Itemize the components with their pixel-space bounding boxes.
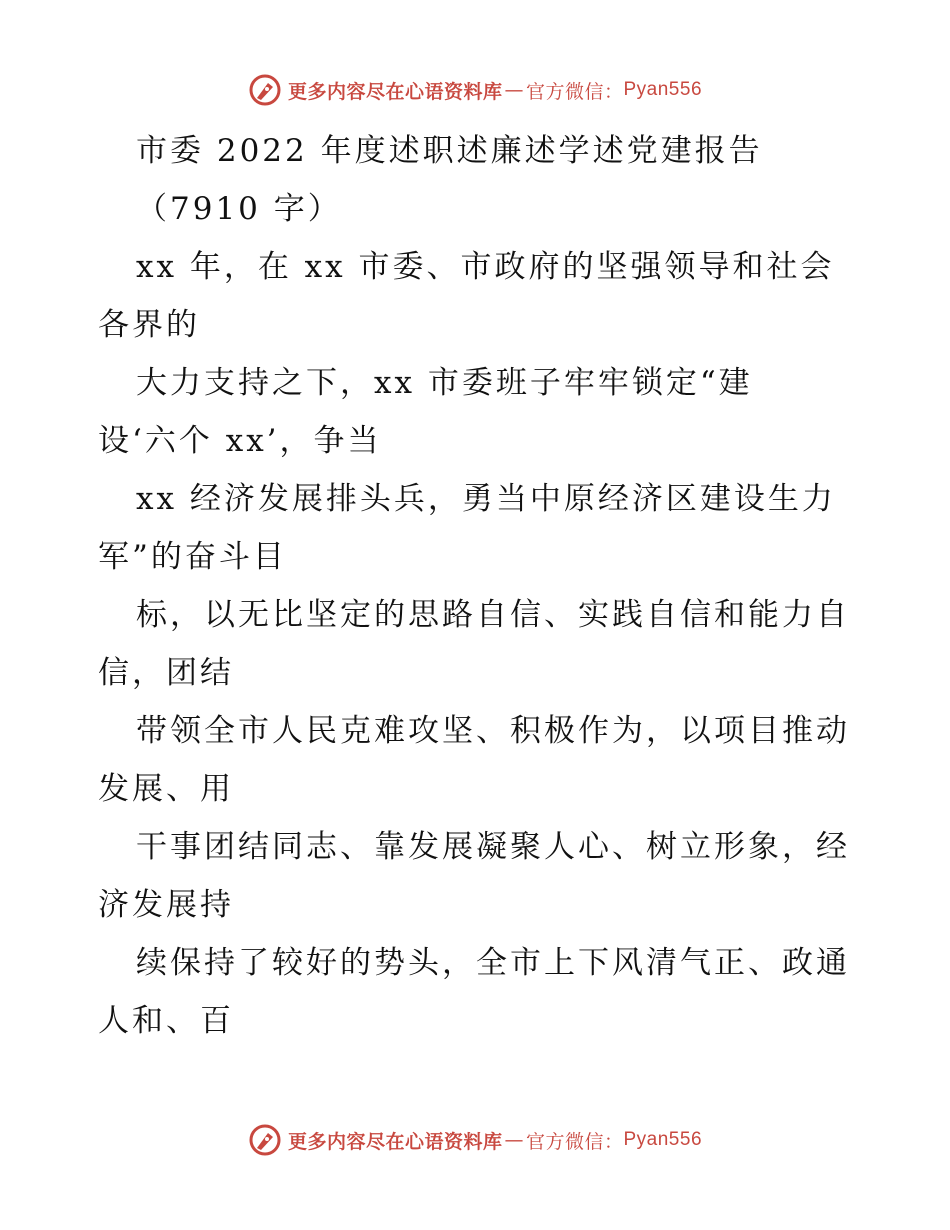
watermark-official-label: 官方微信：	[525, 1130, 624, 1153]
watermark-site-text: 更多内容尽在心语资料库	[287, 80, 503, 103]
document-line: 带领全市人民克难攻坚、积极作为，以项目推动	[136, 713, 850, 749]
pen-nib-circle-icon	[248, 1123, 282, 1157]
watermark-official-label: 官方微信：	[525, 80, 624, 103]
document-body	[98, 122, 868, 1050]
document-line: 市委 2022 年度述职述廉述学述党建报告	[136, 133, 763, 169]
pen-nib-circle-icon	[248, 73, 282, 107]
watermark-site-text: 更多内容尽在心语资料库	[287, 1130, 503, 1153]
document-line: 各界的	[98, 307, 200, 343]
document-line: 军”的奋斗目	[98, 539, 287, 575]
watermark-dash: —	[504, 1129, 524, 1151]
document-line: 济发展持	[98, 887, 234, 923]
document-line: 发展、用	[98, 771, 234, 807]
watermark-dash: —	[504, 79, 524, 101]
document-line: 续保持了较好的势头，全市上下风清气正、政通	[136, 945, 850, 981]
document-line: 信，团结	[98, 655, 234, 691]
watermark-wechat-id: Pyan556	[623, 1129, 703, 1150]
footer-watermark	[0, 1120, 950, 1160]
document-line: 设‘六个 xx’，争当	[98, 423, 382, 459]
document-line: （7910 字）	[136, 191, 342, 227]
header-watermark	[0, 70, 950, 110]
document-line: 干事团结同志、靠发展凝聚人心、树立形象，经	[136, 829, 850, 865]
document-line: xx 经济发展排头兵，勇当中原经济区建设生力	[136, 481, 836, 517]
document-line: 大力支持之下，xx 市委班子牢牢锁定“建	[136, 365, 753, 401]
document-line: 人和、百	[98, 1003, 234, 1039]
watermark-wechat-id: Pyan556	[623, 79, 703, 100]
document-line: xx 年，在 xx 市委、市政府的坚强领导和社会	[136, 249, 835, 285]
document-line: 标，以无比坚定的思路自信、实践自信和能力自	[136, 597, 850, 633]
